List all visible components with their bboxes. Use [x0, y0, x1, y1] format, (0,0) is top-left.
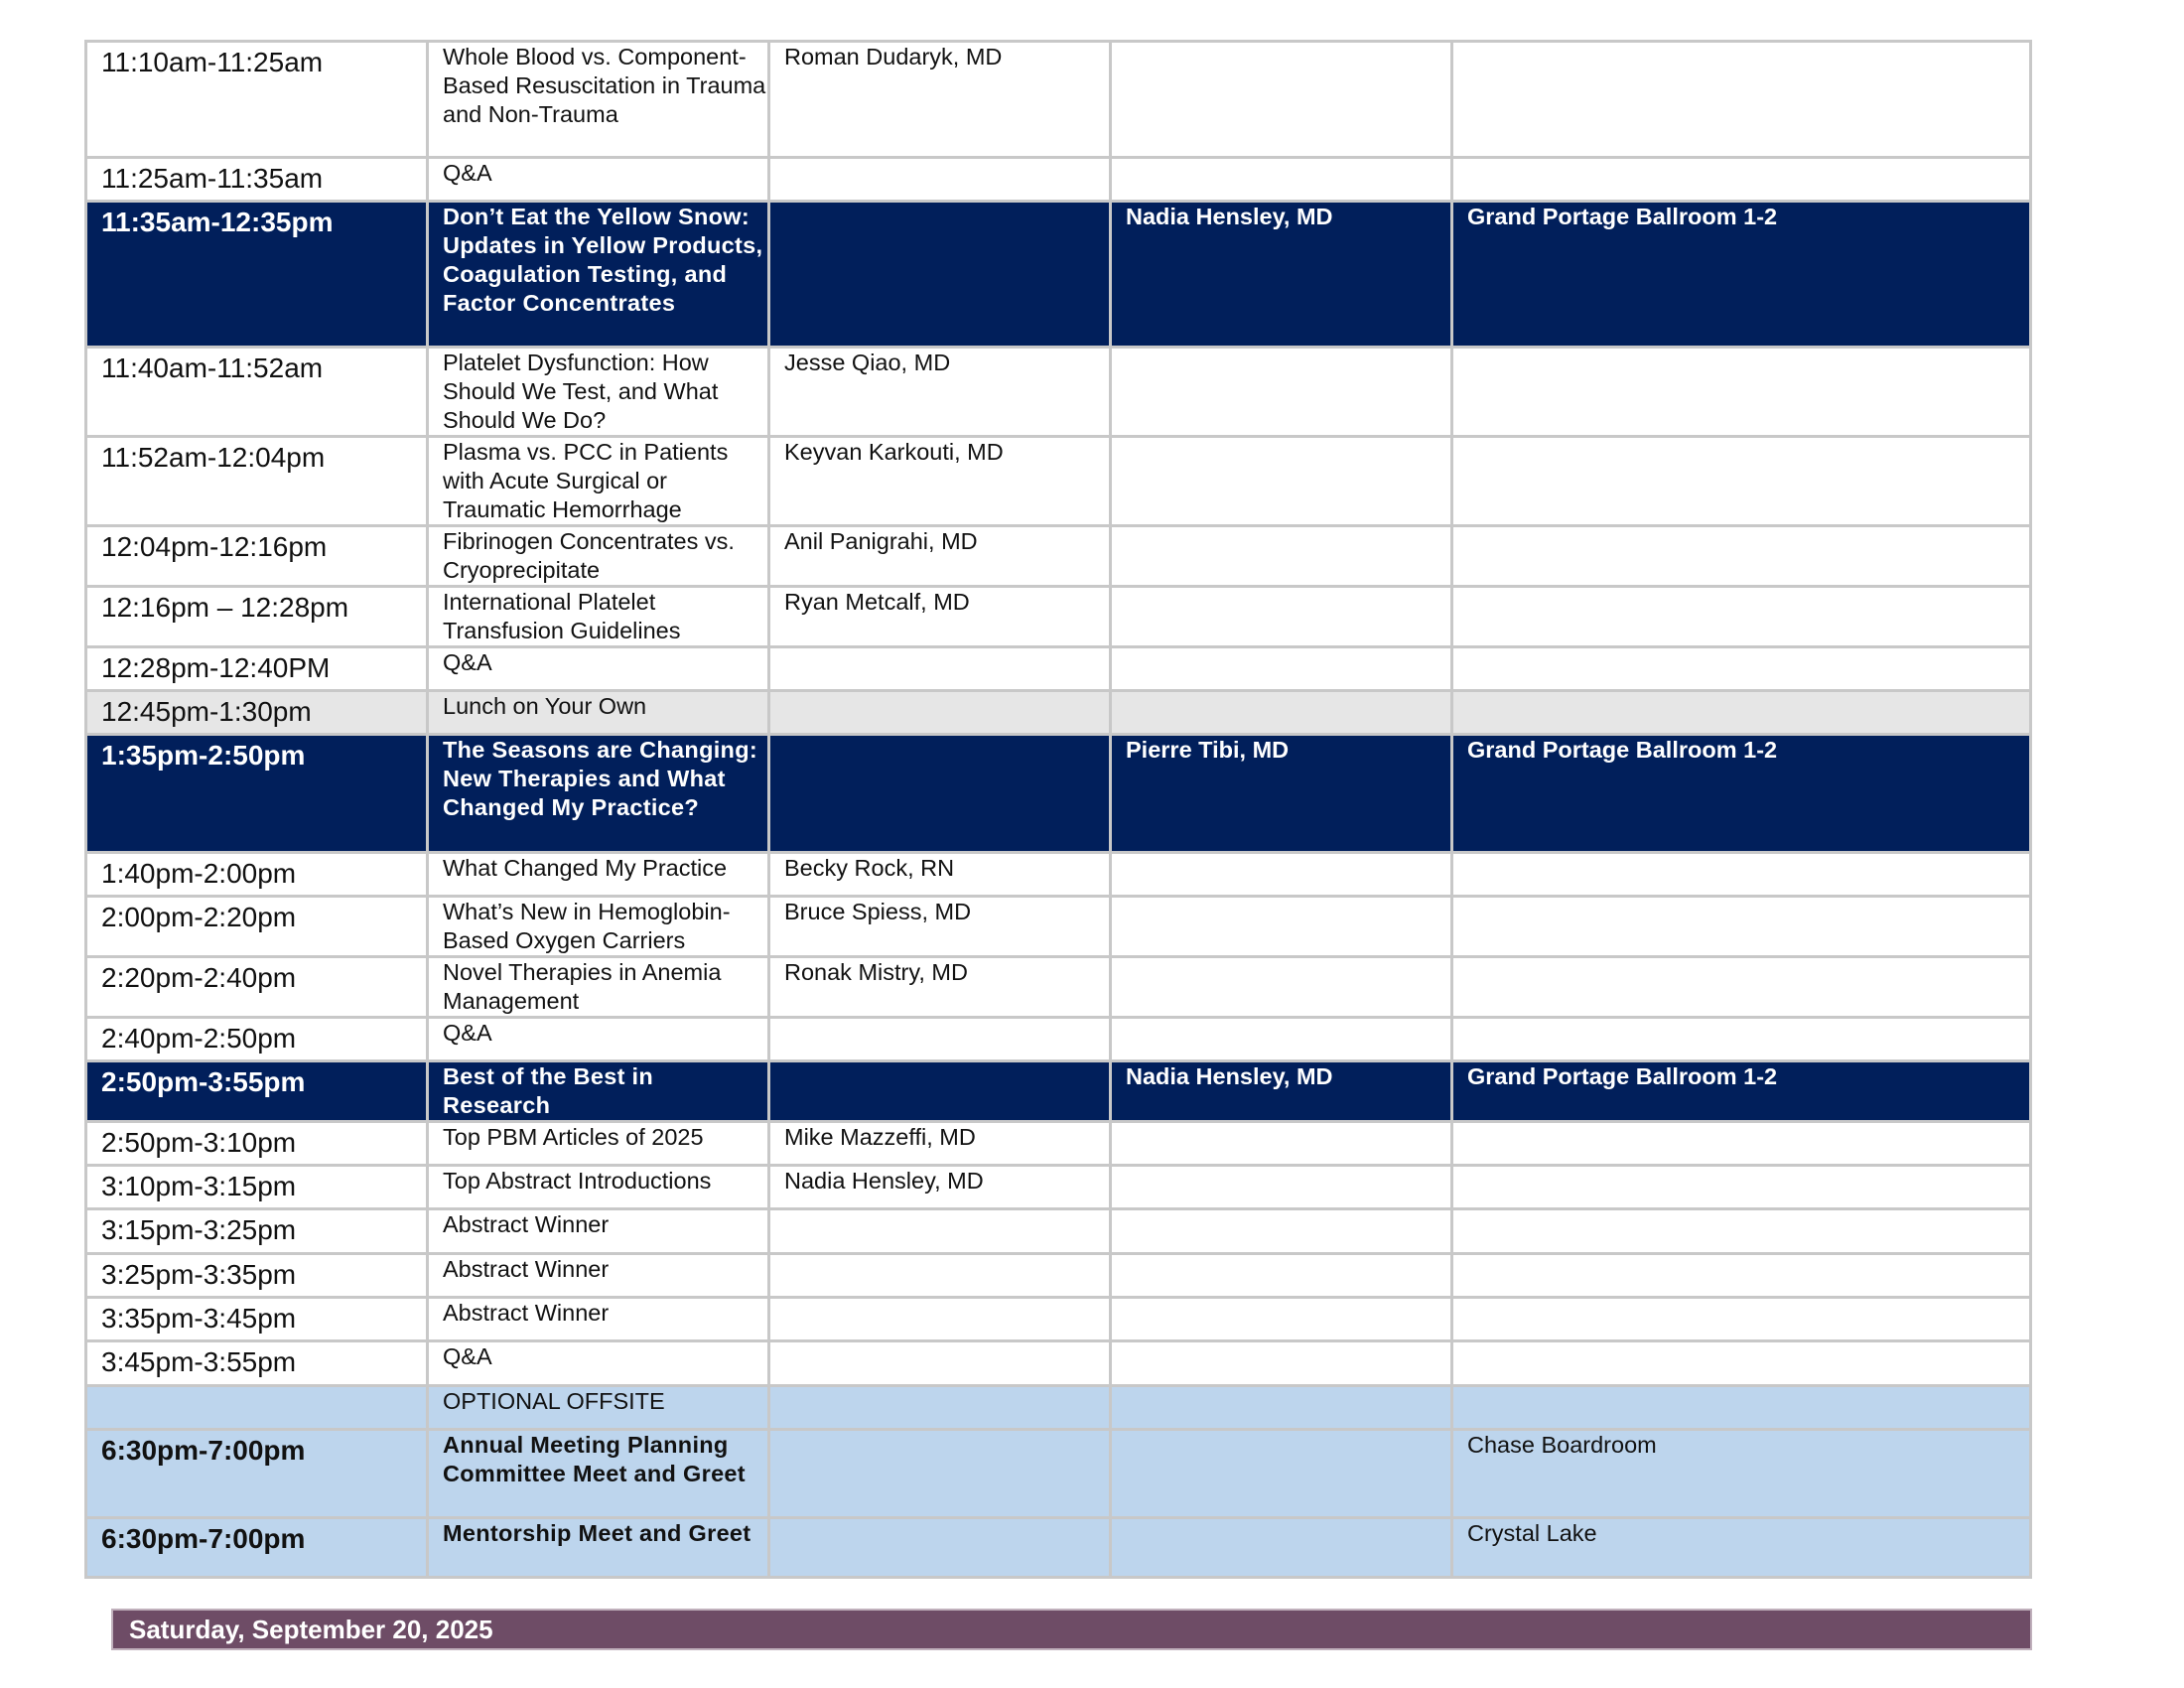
session-title-cell: Best of the Best in Research [428, 1061, 769, 1122]
room-cell [1452, 526, 2031, 587]
schedule-table [84, 40, 2032, 1579]
schedule-row [86, 647, 2031, 691]
schedule-row [86, 1018, 2031, 1061]
session-title-cell: Mentorship Meet and Greet [428, 1518, 769, 1578]
schedule-row [86, 1341, 2031, 1386]
time-cell: 2:50pm-3:10pm [86, 1122, 428, 1166]
moderator-cell [1111, 1122, 1452, 1166]
session-title-cell: Abstract Winner [428, 1298, 769, 1341]
speaker-cell [769, 1341, 1111, 1386]
moderator-cell [1111, 1386, 1452, 1430]
time-cell: 6:30pm-7:00pm [86, 1430, 428, 1518]
speaker-cell [769, 1209, 1111, 1254]
session-title-cell: Lunch on Your Own [428, 691, 769, 735]
time-cell: 6:30pm-7:00pm [86, 1518, 428, 1578]
session-title-cell: International Platelet Transfusion Guidelines [428, 587, 769, 647]
schedule-row [86, 587, 2031, 647]
session-title-cell: Platelet Dysfunction: How Should We Test, and What Should We Do? [428, 348, 769, 437]
time-cell: 12:04pm-12:16pm [86, 526, 428, 587]
time-cell: 11:52am-12:04pm [86, 437, 428, 526]
moderator-cell [1111, 957, 1452, 1018]
moderator-cell [1111, 587, 1452, 647]
time-cell: 2:00pm-2:20pm [86, 897, 428, 957]
speaker-cell [769, 158, 1111, 202]
lunch-row [86, 691, 2031, 735]
speaker-cell [769, 647, 1111, 691]
speaker-cell: Bruce Spiess, MD [769, 897, 1111, 957]
schedule-row [86, 1254, 2031, 1298]
room-cell [1452, 587, 2031, 647]
session-title-cell: Novel Therapies in Anemia Management [428, 957, 769, 1018]
schedule-row [86, 1298, 2031, 1341]
moderator-cell [1111, 1430, 1452, 1518]
time-cell: 11:10am-11:25am [86, 42, 428, 158]
day-banner: Saturday, September 20, 2025 [111, 1609, 2032, 1650]
schedule-row [86, 1122, 2031, 1166]
schedule-row [86, 1209, 2031, 1254]
schedule-row [86, 348, 2031, 437]
room-cell: Grand Portage Ballroom 1-2 [1452, 1061, 2031, 1122]
moderator-cell [1111, 1254, 1452, 1298]
room-cell [1452, 158, 2031, 202]
moderator-cell [1111, 1518, 1452, 1578]
schedule-row [86, 42, 2031, 158]
speaker-cell [769, 1298, 1111, 1341]
session-header-row [86, 1061, 2031, 1122]
speaker-cell [769, 691, 1111, 735]
room-cell [1452, 1018, 2031, 1061]
moderator-cell [1111, 1298, 1452, 1341]
time-cell: 1:35pm-2:50pm [86, 735, 428, 853]
time-cell: 3:15pm-3:25pm [86, 1209, 428, 1254]
speaker-cell [769, 735, 1111, 853]
room-cell: Crystal Lake [1452, 1518, 2031, 1578]
speaker-cell [769, 1061, 1111, 1122]
speaker-cell: Mike Mazzeffi, MD [769, 1122, 1111, 1166]
session-title-cell: Annual Meeting Planning Committee Meet and Greet [428, 1430, 769, 1518]
session-title-cell: Abstract Winner [428, 1209, 769, 1254]
session-title-cell: The Seasons are Changing: New Therapies and What Changed My Practice? [428, 735, 769, 853]
speaker-cell [769, 1254, 1111, 1298]
room-cell [1452, 348, 2031, 437]
time-cell: 3:45pm-3:55pm [86, 1341, 428, 1386]
room-cell [1452, 1209, 2031, 1254]
moderator-cell [1111, 691, 1452, 735]
moderator-cell [1111, 42, 1452, 158]
room-cell: Grand Portage Ballroom 1-2 [1452, 735, 2031, 853]
speaker-cell: Roman Dudaryk, MD [769, 42, 1111, 158]
room-cell: Grand Portage Ballroom 1-2 [1452, 202, 2031, 348]
schedule-row [86, 897, 2031, 957]
time-cell: 1:40pm-2:00pm [86, 853, 428, 897]
schedule-row [86, 957, 2031, 1018]
schedule-row [86, 1166, 2031, 1209]
room-cell [1452, 691, 2031, 735]
time-cell [86, 1386, 428, 1430]
session-title-cell: Fibrinogen Concentrates vs. Cryoprecipitate [428, 526, 769, 587]
session-title-cell: Q&A [428, 1341, 769, 1386]
moderator-cell [1111, 1018, 1452, 1061]
moderator-cell [1111, 647, 1452, 691]
room-cell [1452, 437, 2031, 526]
room-cell [1452, 1122, 2031, 1166]
moderator-cell [1111, 158, 1452, 202]
session-title-cell: Top PBM Articles of 2025 [428, 1122, 769, 1166]
speaker-cell [769, 202, 1111, 348]
offsite-row [86, 1518, 2031, 1578]
moderator-cell [1111, 348, 1452, 437]
session-title-cell: OPTIONAL OFFSITE [428, 1386, 769, 1430]
session-title-cell: Q&A [428, 158, 769, 202]
speaker-cell [769, 1518, 1111, 1578]
session-title-cell: Whole Blood vs. Component-Based Resuscitation in Trauma and Non-Trauma [428, 42, 769, 158]
speaker-cell [769, 1018, 1111, 1061]
session-header-row [86, 202, 2031, 348]
speaker-cell [769, 1430, 1111, 1518]
room-cell [1452, 1341, 2031, 1386]
time-cell: 3:35pm-3:45pm [86, 1298, 428, 1341]
session-title-cell: Abstract Winner [428, 1254, 769, 1298]
time-cell: 11:35am-12:35pm [86, 202, 428, 348]
speaker-cell: Keyvan Karkouti, MD [769, 437, 1111, 526]
room-cell [1452, 1298, 2031, 1341]
speaker-cell [769, 1386, 1111, 1430]
time-cell: 3:25pm-3:35pm [86, 1254, 428, 1298]
time-cell: 2:40pm-2:50pm [86, 1018, 428, 1061]
time-cell: 2:50pm-3:55pm [86, 1061, 428, 1122]
time-cell: 3:10pm-3:15pm [86, 1166, 428, 1209]
room-cell [1452, 897, 2031, 957]
time-cell: 12:28pm-12:40PM [86, 647, 428, 691]
room-cell [1452, 42, 2031, 158]
session-title-cell: Plasma vs. PCC in Patients with Acute Surgical or Traumatic Hemorrhage [428, 437, 769, 526]
room-cell [1452, 1254, 2031, 1298]
moderator-cell [1111, 1166, 1452, 1209]
session-title-cell: Q&A [428, 647, 769, 691]
speaker-cell: Anil Panigrahi, MD [769, 526, 1111, 587]
time-cell: 11:25am-11:35am [86, 158, 428, 202]
offsite-header-row [86, 1386, 2031, 1430]
session-title-cell: Q&A [428, 1018, 769, 1061]
room-cell [1452, 853, 2031, 897]
moderator-cell [1111, 897, 1452, 957]
moderator-cell [1111, 1209, 1452, 1254]
speaker-cell: Becky Rock, RN [769, 853, 1111, 897]
moderator-cell [1111, 853, 1452, 897]
moderator-cell [1111, 526, 1452, 587]
moderator-cell: Nadia Hensley, MD [1111, 1061, 1452, 1122]
moderator-cell: Nadia Hensley, MD [1111, 202, 1452, 348]
moderator-cell [1111, 1341, 1452, 1386]
session-title-cell: What’s New in Hemoglobin-Based Oxygen Carriers [428, 897, 769, 957]
offsite-row [86, 1430, 2031, 1518]
session-title-cell: Top Abstract Introductions [428, 1166, 769, 1209]
time-cell: 11:40am-11:52am [86, 348, 428, 437]
session-title-cell: What Changed My Practice [428, 853, 769, 897]
schedule-row [86, 158, 2031, 202]
speaker-cell: Jesse Qiao, MD [769, 348, 1111, 437]
room-cell [1452, 1166, 2031, 1209]
speaker-cell: Nadia Hensley, MD [769, 1166, 1111, 1209]
time-cell: 2:20pm-2:40pm [86, 957, 428, 1018]
speaker-cell: Ryan Metcalf, MD [769, 587, 1111, 647]
room-cell [1452, 1386, 2031, 1430]
speaker-cell: Ronak Mistry, MD [769, 957, 1111, 1018]
time-cell: 12:45pm-1:30pm [86, 691, 428, 735]
room-cell: Chase Boardroom [1452, 1430, 2031, 1518]
session-header-row [86, 735, 2031, 853]
room-cell [1452, 647, 2031, 691]
schedule-row [86, 526, 2031, 587]
moderator-cell: Pierre Tibi, MD [1111, 735, 1452, 853]
schedule-row [86, 437, 2031, 526]
moderator-cell [1111, 437, 1452, 526]
room-cell [1452, 957, 2031, 1018]
time-cell: 12:16pm – 12:28pm [86, 587, 428, 647]
schedule-row [86, 853, 2031, 897]
session-title-cell: Don’t Eat the Yellow Snow: Updates in Yellow Products, Coagulation Testing, and Factor Concentrates [428, 202, 769, 348]
